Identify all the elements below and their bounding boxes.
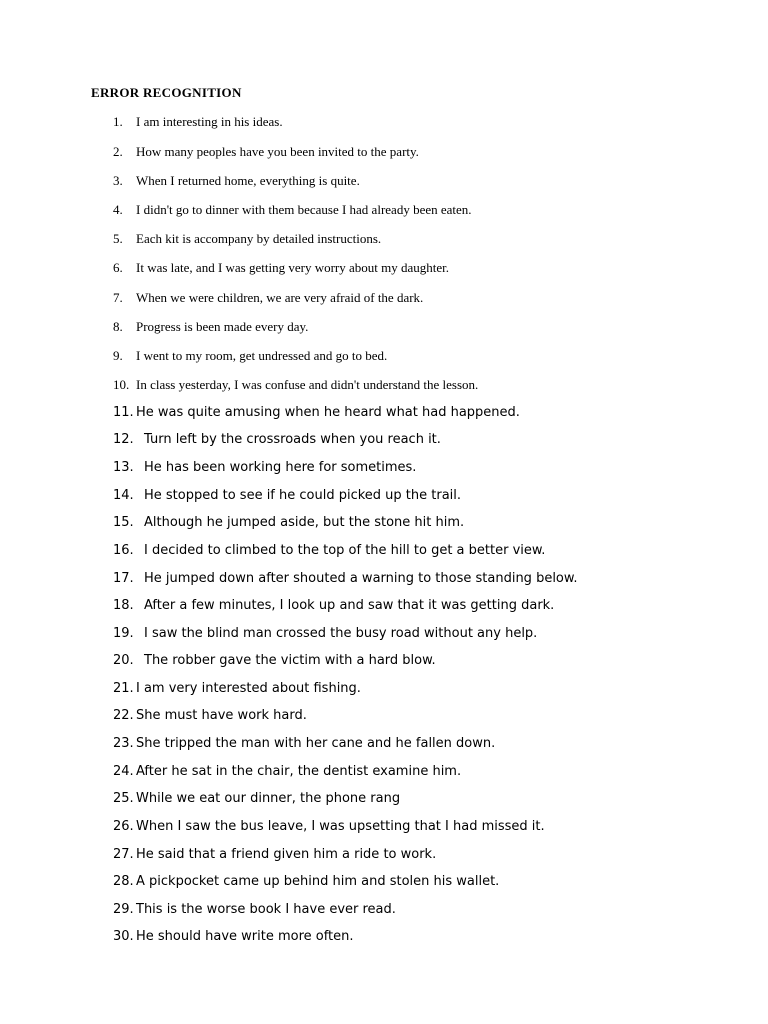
item-number: 21. bbox=[113, 681, 134, 696]
list-item bbox=[0, 290, 768, 308]
item-sentence: I am interesting in his ideas. bbox=[136, 114, 283, 129]
item-number: 1. bbox=[113, 114, 123, 129]
item-sentence: I didn't go to dinner with them because I had already been eaten. bbox=[136, 202, 472, 217]
item-number: 20. bbox=[113, 653, 134, 668]
item-number: 14. bbox=[113, 488, 134, 503]
item-number: 19. bbox=[113, 626, 134, 641]
item-sentence: Turn left by the crossroads when you reach it. bbox=[144, 432, 441, 447]
item-sentence: He has been working here for sometimes. bbox=[144, 460, 417, 475]
item-sentence: A pickpocket came up behind him and stolen his wallet. bbox=[136, 874, 500, 889]
list-item bbox=[0, 260, 768, 278]
list-item bbox=[0, 791, 768, 809]
list-item bbox=[0, 488, 768, 506]
item-number: 7. bbox=[113, 290, 123, 305]
list-item bbox=[0, 460, 768, 478]
list-item bbox=[0, 432, 768, 450]
item-number: 26. bbox=[113, 819, 134, 834]
item-number: 23. bbox=[113, 736, 134, 751]
item-sentence: He was quite amusing when he heard what had happened. bbox=[136, 405, 520, 420]
item-sentence: She must have work hard. bbox=[136, 708, 307, 723]
item-number: 3. bbox=[113, 173, 123, 188]
item-sentence: While we eat our dinner, the phone rang bbox=[136, 791, 401, 806]
item-number: 8. bbox=[113, 319, 123, 334]
list-item bbox=[0, 764, 768, 782]
list-item bbox=[0, 377, 768, 395]
list-item bbox=[0, 847, 768, 865]
item-sentence: He stopped to see if he could picked up the trail. bbox=[144, 488, 462, 503]
list-item bbox=[0, 708, 768, 726]
item-sentence: He jumped down after shouted a warning to those standing below. bbox=[144, 571, 578, 586]
item-number: 30. bbox=[113, 929, 134, 944]
item-number: 12. bbox=[113, 432, 134, 447]
list-item bbox=[0, 319, 768, 337]
item-number: 4. bbox=[113, 202, 123, 217]
list-item bbox=[0, 405, 768, 423]
list-item bbox=[0, 736, 768, 754]
list-item bbox=[0, 515, 768, 533]
item-sentence: I went to my room, get undressed and go to bed. bbox=[136, 348, 388, 363]
item-number: 17. bbox=[113, 571, 134, 586]
item-number: 2. bbox=[113, 144, 123, 159]
item-number: 15. bbox=[113, 515, 134, 530]
item-sentence: He should have write more often. bbox=[136, 929, 354, 944]
item-sentence: Each kit is accompany by detailed instructions. bbox=[136, 231, 382, 246]
item-number: 27. bbox=[113, 847, 134, 862]
item-sentence: The robber gave the victim with a hard blow. bbox=[144, 653, 436, 668]
item-sentence: After a few minutes, I look up and saw that it was getting dark. bbox=[144, 598, 555, 613]
item-sentence: He said that a friend given him a ride to work. bbox=[136, 847, 437, 862]
item-sentence: She tripped the man with her cane and he fallen down. bbox=[136, 736, 496, 751]
item-number: 16. bbox=[113, 543, 134, 558]
list-item bbox=[0, 543, 768, 561]
list-item bbox=[0, 819, 768, 837]
list-item bbox=[0, 202, 768, 220]
item-number: 5. bbox=[113, 231, 123, 246]
item-sentence: After he sat in the chair, the dentist examine him. bbox=[136, 764, 462, 779]
item-number: 22. bbox=[113, 708, 134, 723]
item-sentence: In class yesterday, I was confuse and didn't understand the lesson. bbox=[136, 377, 479, 392]
list-item bbox=[0, 348, 768, 366]
item-sentence: I saw the blind man crossed the busy road without any help. bbox=[144, 626, 538, 641]
item-sentence: Although he jumped aside, but the stone hit him. bbox=[144, 515, 465, 530]
list-item bbox=[0, 902, 768, 920]
list-item bbox=[0, 144, 768, 162]
item-sentence: I am very interested about fishing. bbox=[136, 681, 361, 696]
item-number: 11. bbox=[113, 405, 134, 420]
list-item bbox=[0, 114, 768, 132]
list-item bbox=[0, 231, 768, 249]
item-number: 24. bbox=[113, 764, 134, 779]
list-item bbox=[0, 571, 768, 589]
item-sentence: When I saw the bus leave, I was upsetting that I had missed it. bbox=[136, 819, 545, 834]
item-sentence: How many peoples have you been invited to the party. bbox=[136, 144, 419, 159]
page-title: ERROR RECOGNITION bbox=[91, 85, 242, 100]
list-item bbox=[0, 681, 768, 699]
item-number: 28. bbox=[113, 874, 134, 889]
item-sentence: Progress is been made every day. bbox=[136, 319, 309, 334]
item-number: 29. bbox=[113, 902, 134, 917]
item-sentence: When we were children, we are very afraid of the dark. bbox=[136, 290, 424, 305]
item-sentence: When I returned home, everything is quite. bbox=[136, 173, 360, 188]
list-item bbox=[0, 653, 768, 671]
item-number: 6. bbox=[113, 260, 123, 275]
item-number: 10. bbox=[113, 377, 130, 392]
item-number: 13. bbox=[113, 460, 134, 475]
list-item bbox=[0, 173, 768, 191]
item-sentence: This is the worse book I have ever read. bbox=[136, 902, 396, 917]
item-number: 9. bbox=[113, 348, 123, 363]
list-item bbox=[0, 598, 768, 616]
item-sentence: It was late, and I was getting very worry about my daughter. bbox=[136, 260, 449, 275]
list-item bbox=[0, 626, 768, 644]
list-item bbox=[0, 929, 768, 947]
item-number: 18. bbox=[113, 598, 134, 613]
item-sentence: I decided to climbed to the top of the hill to get a better view. bbox=[144, 543, 546, 558]
item-number: 25. bbox=[113, 791, 134, 806]
list-item bbox=[0, 874, 768, 892]
